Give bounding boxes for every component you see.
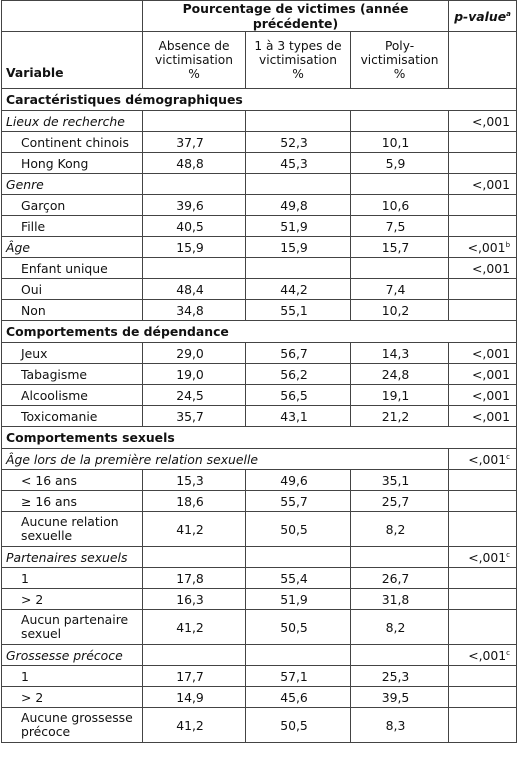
value-cell [351, 174, 449, 195]
value-cell: 21,2 [351, 406, 449, 427]
pvalue-text: <,001 [468, 451, 507, 467]
pvalue-cell [449, 153, 517, 174]
value-cell: 8,2 [351, 512, 449, 547]
pvalue-cell [449, 195, 517, 216]
table-row [2, 300, 517, 321]
value-cell: 50,5 [246, 512, 351, 547]
value-cell [246, 645, 351, 666]
header-col-absence [143, 32, 246, 89]
value-cell: 25,7 [351, 491, 449, 512]
row-label-line: sexuel [21, 626, 62, 641]
header-row-1 [2, 1, 517, 32]
pvalue-cell [449, 111, 517, 132]
value-cell [143, 174, 246, 195]
value-cell: 31,8 [351, 589, 449, 610]
header-col-absence-line2: victimisation [155, 53, 233, 67]
pvalue-cell [449, 470, 517, 491]
pvalue-cell [449, 687, 517, 708]
value-cell [246, 547, 351, 568]
header-variable: Variable [2, 32, 143, 89]
header-blank-pvalue [449, 32, 517, 89]
pvalue-cell [449, 132, 517, 153]
table-row [2, 132, 517, 153]
header-group-title: Pourcentage de victimes (année précédente) [143, 1, 449, 32]
value-cell: 10,2 [351, 300, 449, 321]
row-label: 1 [2, 666, 143, 687]
table-row [2, 89, 517, 111]
value-cell: 35,7 [143, 406, 246, 427]
value-cell: 34,8 [143, 300, 246, 321]
value-cell: 15,9 [246, 237, 351, 258]
pvalue-cell [449, 449, 517, 470]
pvalue-text: <,001 [467, 239, 506, 255]
pvalue-text: <,001 [472, 366, 511, 382]
pvalue-text: <,001 [472, 176, 511, 192]
table-row [2, 216, 517, 237]
row-label-line: Aucune relation [21, 514, 119, 529]
group-label: Genre [2, 174, 143, 195]
pvalue-text: <,001 [472, 113, 511, 129]
table-row [2, 449, 517, 470]
table-row [2, 512, 517, 547]
value-cell: 24,5 [143, 385, 246, 406]
row-label [2, 512, 143, 547]
value-cell: 43,1 [246, 406, 351, 427]
pvalue-cell [449, 300, 517, 321]
value-cell [143, 111, 246, 132]
table-row [2, 153, 517, 174]
pvalue-text: <,001 [472, 387, 511, 403]
group-label: Âge [2, 237, 143, 258]
row-label: ≥ 16 ans [2, 491, 143, 512]
value-cell: 56,7 [246, 343, 351, 364]
pvalue-cell [449, 547, 517, 568]
table-row [2, 237, 517, 258]
value-cell: 8,2 [351, 610, 449, 645]
value-cell [351, 258, 449, 279]
header-col-1to3-line1: 1 à 3 types de [254, 39, 342, 53]
pvalue-cell [449, 568, 517, 589]
pvalue-cell [449, 512, 517, 547]
header-pvalue-sup: a [506, 9, 511, 18]
value-cell: 55,7 [246, 491, 351, 512]
row-label-line: sexuelle [21, 528, 73, 543]
value-cell: 41,2 [143, 610, 246, 645]
pvalue-cell [449, 666, 517, 687]
value-cell: 51,9 [246, 216, 351, 237]
row-label: Tabagisme [2, 364, 143, 385]
table-row [2, 470, 517, 491]
value-cell: 5,9 [351, 153, 449, 174]
table-row [2, 364, 517, 385]
value-cell: 19,1 [351, 385, 449, 406]
row-label [2, 708, 143, 743]
pvalue-text: <,001 [472, 408, 511, 424]
row-label: 1 [2, 568, 143, 589]
value-cell: 8,3 [351, 708, 449, 743]
value-cell [351, 645, 449, 666]
value-cell: 57,1 [246, 666, 351, 687]
value-cell: 14,9 [143, 687, 246, 708]
pvalue-cell [449, 385, 517, 406]
pvalue-sup: c [506, 648, 511, 657]
table-row [2, 589, 517, 610]
table-row [2, 547, 517, 568]
group-label: Lieux de recherche [2, 111, 143, 132]
pvalue-cell [449, 237, 517, 258]
group-label: Grossesse précoce [2, 645, 143, 666]
value-cell: 44,2 [246, 279, 351, 300]
pvalue-cell [449, 610, 517, 645]
table-row [2, 258, 517, 279]
value-cell: 56,5 [246, 385, 351, 406]
row-label [2, 610, 143, 645]
pvalue-sup: b [505, 240, 511, 249]
header-row-2 [2, 32, 517, 89]
table-row [2, 708, 517, 743]
row-label: Alcoolisme [2, 385, 143, 406]
header-col-1to3 [246, 32, 351, 89]
row-label: Continent chinois [2, 132, 143, 153]
table-row [2, 111, 517, 132]
value-cell [351, 547, 449, 568]
value-cell [246, 174, 351, 195]
pvalue-cell [449, 491, 517, 512]
header-col-1to3-line3: % [292, 67, 304, 81]
value-cell: 55,4 [246, 568, 351, 589]
row-label-line: Aucun partenaire [21, 612, 129, 627]
value-cell: 19,0 [143, 364, 246, 385]
value-cell: 15,7 [351, 237, 449, 258]
row-label: Garçon [2, 195, 143, 216]
table-row [2, 343, 517, 364]
header-col-absence-line3: % [188, 67, 200, 81]
value-cell: 7,4 [351, 279, 449, 300]
value-cell: 29,0 [143, 343, 246, 364]
value-cell: 48,8 [143, 153, 246, 174]
header-pvalue [449, 1, 517, 32]
value-cell: 18,6 [143, 491, 246, 512]
value-cell: 14,3 [351, 343, 449, 364]
value-cell [246, 258, 351, 279]
row-label: Jeux [2, 343, 143, 364]
pvalue-cell [449, 406, 517, 427]
value-cell: 41,2 [143, 708, 246, 743]
value-cell: 7,5 [351, 216, 449, 237]
value-cell: 24,8 [351, 364, 449, 385]
row-label-line: précoce [21, 724, 71, 739]
table-body [2, 89, 517, 743]
pvalue-cell [449, 645, 517, 666]
table-row [2, 385, 517, 406]
value-cell: 55,1 [246, 300, 351, 321]
header-col-poly [351, 32, 449, 89]
row-label-line: Aucune grossesse [21, 710, 133, 725]
value-cell: 39,5 [351, 687, 449, 708]
pvalue-text: <,001 [472, 345, 511, 361]
pvalue-cell [449, 343, 517, 364]
pvalue-cell [449, 589, 517, 610]
table-row [2, 666, 517, 687]
value-cell: 56,2 [246, 364, 351, 385]
value-cell: 17,8 [143, 568, 246, 589]
value-cell: 52,3 [246, 132, 351, 153]
group-label: Âge lors de la première relation sexuelle [2, 449, 449, 470]
victimization-table [1, 0, 517, 743]
pvalue-cell [449, 279, 517, 300]
header-pvalue-text: p-value [454, 8, 507, 24]
value-cell: 37,7 [143, 132, 246, 153]
value-cell: 49,8 [246, 195, 351, 216]
pvalue-cell [449, 258, 517, 279]
group-label: Partenaires sexuels [2, 547, 143, 568]
pvalue-sup: c [506, 452, 511, 461]
value-cell: 10,1 [351, 132, 449, 153]
value-cell: 48,4 [143, 279, 246, 300]
value-cell: 40,5 [143, 216, 246, 237]
header-col-poly-line3: % [393, 67, 406, 81]
value-cell: 49,6 [246, 470, 351, 491]
row-label: Oui [2, 279, 143, 300]
value-cell [143, 645, 246, 666]
header-col-poly-line2: victimisation [360, 53, 439, 67]
row-label: Fille [2, 216, 143, 237]
pvalue-cell [449, 708, 517, 743]
value-cell: 39,6 [143, 195, 246, 216]
table-row [2, 406, 517, 427]
pvalue-cell [449, 364, 517, 385]
row-label: Toxicomanie [2, 406, 143, 427]
header-col-1to3-line2: victimisation [259, 53, 337, 67]
table-row [2, 491, 517, 512]
section-heading: Comportements de dépendance [2, 321, 517, 343]
value-cell: 41,2 [143, 512, 246, 547]
table-row [2, 687, 517, 708]
value-cell [143, 258, 246, 279]
pvalue-cell [449, 216, 517, 237]
table-row [2, 610, 517, 645]
table-row [2, 427, 517, 449]
value-cell: 45,3 [246, 153, 351, 174]
value-cell: 25,3 [351, 666, 449, 687]
section-heading: Caractéristiques démographiques [2, 89, 517, 111]
value-cell: 35,1 [351, 470, 449, 491]
table-row [2, 568, 517, 589]
row-label: Enfant unique [2, 258, 143, 279]
value-cell: 26,7 [351, 568, 449, 589]
pvalue-text: <,001 [472, 260, 511, 276]
pvalue-sup: c [506, 550, 511, 559]
row-label: Non [2, 300, 143, 321]
row-label: > 2 [2, 589, 143, 610]
pvalue-text: <,001 [468, 647, 507, 663]
table-row [2, 174, 517, 195]
value-cell [351, 111, 449, 132]
table-row [2, 195, 517, 216]
row-label: > 2 [2, 687, 143, 708]
row-label: < 16 ans [2, 470, 143, 491]
pvalue-text: <,001 [468, 549, 507, 565]
value-cell: 15,9 [143, 237, 246, 258]
value-cell: 50,5 [246, 708, 351, 743]
value-cell: 10,6 [351, 195, 449, 216]
value-cell: 50,5 [246, 610, 351, 645]
table-row [2, 321, 517, 343]
table-row [2, 645, 517, 666]
value-cell [246, 111, 351, 132]
row-label: Hong Kong [2, 153, 143, 174]
header-col-poly-line1: Poly- [384, 39, 415, 53]
table-row [2, 279, 517, 300]
header-col-absence-line1: Absence de [158, 39, 230, 53]
value-cell [143, 547, 246, 568]
value-cell: 15,3 [143, 470, 246, 491]
section-heading: Comportements sexuels [2, 427, 517, 449]
value-cell: 51,9 [246, 589, 351, 610]
value-cell: 16,3 [143, 589, 246, 610]
value-cell: 45,6 [246, 687, 351, 708]
header-blank-cell [2, 1, 143, 32]
pvalue-cell [449, 174, 517, 195]
value-cell: 17,7 [143, 666, 246, 687]
